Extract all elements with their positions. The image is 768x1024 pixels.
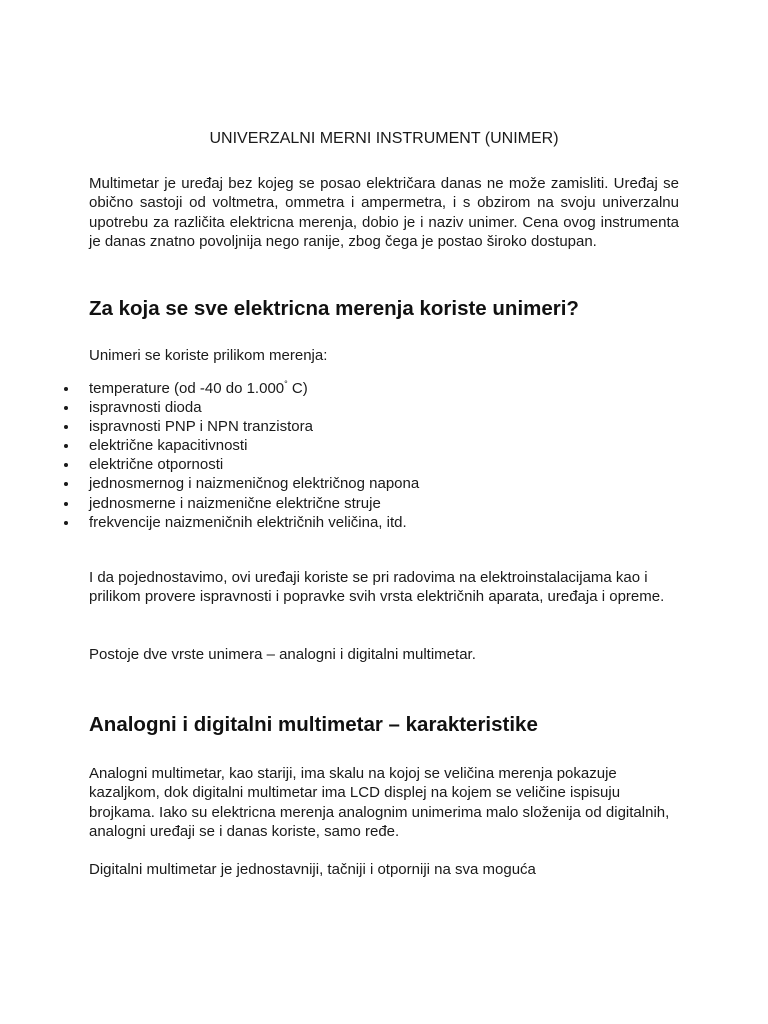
types-paragraph: Postoje dve vrste unimera – analogni i digitalni multimetar. [89,646,476,663]
bullet-dot-icon [64,387,68,391]
bullet-dot-icon [64,502,68,506]
measurements-list [89,379,419,532]
intro-paragraph: Multimetar je uređaj bez kojeg se posao električara danas ne može zamisliti. Uređaj se obično sastoji od voltmetra, ommetra i ampermetra, i s obzirom na svoju univerzalnu upotrebu za različita elektricna merenja, dobio je i naziv unimer. Cena ovog instrumenta je danas znatno povoljnija nego ranije, zbog čega je postao široko dostupan. [89,175,679,251]
list-item-text: temperature (od -40 do 1.000 [89,380,285,397]
measurements-lead: Unimeri se koriste prilikom merenja: [89,347,328,364]
digital-paragraph: Digitalni multimetar je jednostavniji, tačniji i otporniji na sva moguća [89,861,536,878]
list-item-text: električne otpornosti [89,456,224,474]
bullet-dot-icon [64,521,68,525]
list-item [89,494,419,513]
bullet-dot-icon [64,482,68,486]
document-title: UNIVERZALNI MERNI INSTRUMENT (UNIMER) [209,130,559,147]
degree-superscript: ° [284,379,288,389]
list-item-text-suffix: C) [287,380,308,397]
bullet-dot-icon [64,425,68,429]
section-heading-measurements: Za koja se sve elektricna merenja koriste unimeri? [89,297,579,320]
list-item-text: ispravnosti dioda [89,399,202,417]
bullet-dot-icon [64,406,68,410]
bullet-dot-icon [64,463,68,467]
list-item [89,417,419,436]
section-heading-characteristics: Analogni i digitalni multimetar – karakteristike [89,713,538,736]
bullet-dot-icon [64,444,68,448]
list-item-text: električne kapacitivnosti [89,437,248,455]
list-item-text: ispravnosti PNP i NPN tranzistora [89,418,313,436]
list-item [89,379,419,398]
list-item [89,474,419,493]
usage-paragraph: I da pojednostavimo, ovi uređaji koriste se pri radovima na elektroinstalacijama kao i prilikom provere ispravnosti i popravke svih vrsta električnih aparata, uređaja i opreme. [89,569,665,606]
analog-paragraph: Analogni multimetar, kao stariji, ima skalu na kojoj se veličina merenja pokazuje kazaljkom, dok digitalni multimetar ima LCD displej na kojem se veličine ispisuju brojkama. Iako su elektricna merenja analognim unimerima malo složenija od digitalnih, analogni uređaji se i danas koriste, samo ređe. [89,765,670,841]
list-item-text: frekvencije naizmeničnih električnih veličina, itd. [89,513,407,531]
list-item [89,513,419,532]
list-item [89,436,419,455]
list-item [89,398,419,417]
list-item [89,455,419,474]
list-item-text: jednosmernog i naizmeničnog električnog napona [89,475,420,493]
list-item-text: jednosmerne i naizmenične električne struje [89,494,381,512]
